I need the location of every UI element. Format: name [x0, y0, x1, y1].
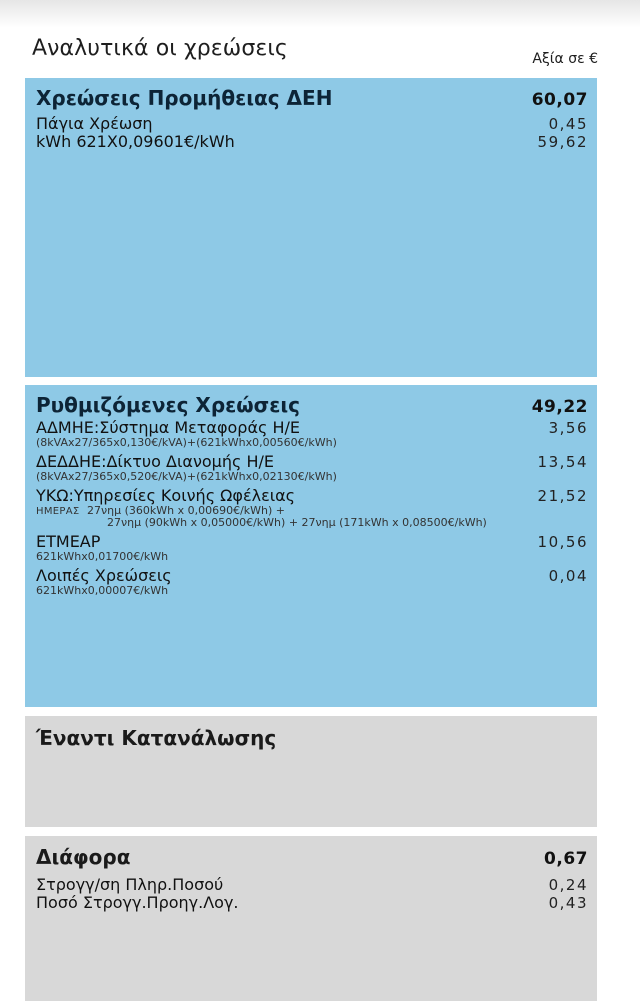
regulated-charges-panel — [25, 385, 597, 707]
regulated-item-deddie — [36, 453, 588, 471]
misc-item-label: Ποσό Στρογγ.Προηγ.Λογ. — [36, 893, 239, 912]
regulated-item-detail: 621kWhx0,00007€/kWh — [36, 584, 169, 597]
value-column-label: Αξία σε € — [532, 51, 598, 67]
supply-charges-panel — [25, 78, 597, 377]
regulated-item-detail: (8kVAx27/365x0,130€/kVA)+(621kWhx0,00560€/kWh) — [36, 436, 337, 449]
regulated-item-label: ΕΤΜΕΑΡ — [36, 532, 101, 551]
misc-item-label: Στρογγ/ση Πληρ.Ποσού — [36, 875, 224, 894]
detail-prefix: ΗΜΕΡΑΣ — [36, 506, 80, 517]
consumption-title: Έναντι Κατανάλωσης — [36, 726, 277, 750]
regulated-charges-total: 49,22 — [531, 397, 588, 417]
regulated-item-value: 0,04 — [548, 567, 588, 585]
regulated-item-value: 13,54 — [537, 453, 588, 471]
consumption-header — [36, 726, 588, 750]
supply-charges-header — [36, 86, 588, 110]
misc-charges-total: 0,67 — [544, 849, 588, 869]
supply-item-value: 59,62 — [537, 133, 588, 151]
regulated-item-other — [36, 567, 588, 585]
regulated-charges-title: Ρυθμιζόμενες Χρεώσεις — [36, 393, 301, 417]
misc-item-rounding — [36, 876, 588, 894]
top-shadow — [0, 0, 640, 28]
misc-charges-header — [36, 845, 588, 869]
regulated-item-value: 10,56 — [537, 533, 588, 551]
supply-item-label: Πάγια Χρέωση — [36, 114, 153, 133]
misc-item-value: 0,43 — [548, 894, 588, 912]
supply-item-fixed — [36, 115, 588, 133]
regulated-item-label: ΔΕΔΔΗΕ:Δίκτυο Διανομής Η/Ε — [36, 452, 274, 471]
misc-item-previous-rounding — [36, 894, 588, 912]
regulated-item-label: ΑΔΜΗΕ:Σύστημα Μεταφοράς Η/Ε — [36, 418, 301, 437]
supply-item-kwh — [36, 133, 588, 151]
misc-charges-panel — [25, 836, 597, 1001]
misc-charges-title: Διάφορα — [36, 845, 131, 869]
regulated-item-label: Λοιπές Χρεώσεις — [36, 566, 172, 585]
regulated-item-detail: 621kWhx0,01700€/kWh — [36, 550, 169, 563]
regulated-item-detail: (8kVAx27/365x0,520€/kVA)+(621kWhx0,02130€/kWh) — [36, 470, 337, 483]
consumption-panel — [25, 716, 597, 827]
regulated-item-etmear — [36, 533, 588, 551]
regulated-item-detail-continued: 27νημ (90kWh x 0,05000€/kWh) + 27νημ (171kWh x 0,08500€/kWh) — [107, 516, 487, 529]
supply-charges-title: Χρεώσεις Προμήθειας ΔΕΗ — [36, 86, 333, 110]
supply-charges-total: 60,07 — [531, 90, 588, 110]
misc-item-value: 0,24 — [548, 876, 588, 894]
regulated-item-label: ΥΚΩ:Υπηρεσίες Κοινής Ωφέλειας — [36, 486, 296, 505]
regulated-item-value: 21,52 — [537, 487, 588, 505]
supply-item-value: 0,45 — [548, 115, 588, 133]
detail-text: 27νημ (360kWh x 0,00690€/kWh) + — [86, 504, 286, 517]
regulated-item-admie — [36, 419, 588, 437]
page-title: Αναλυτικά οι χρεώσεις — [32, 36, 288, 61]
supply-item-label: kWh 621X0,09601€/kWh — [36, 132, 235, 151]
regulated-item-value: 3,56 — [548, 419, 588, 437]
regulated-item-yko — [36, 487, 588, 505]
regulated-charges-header — [36, 393, 588, 417]
